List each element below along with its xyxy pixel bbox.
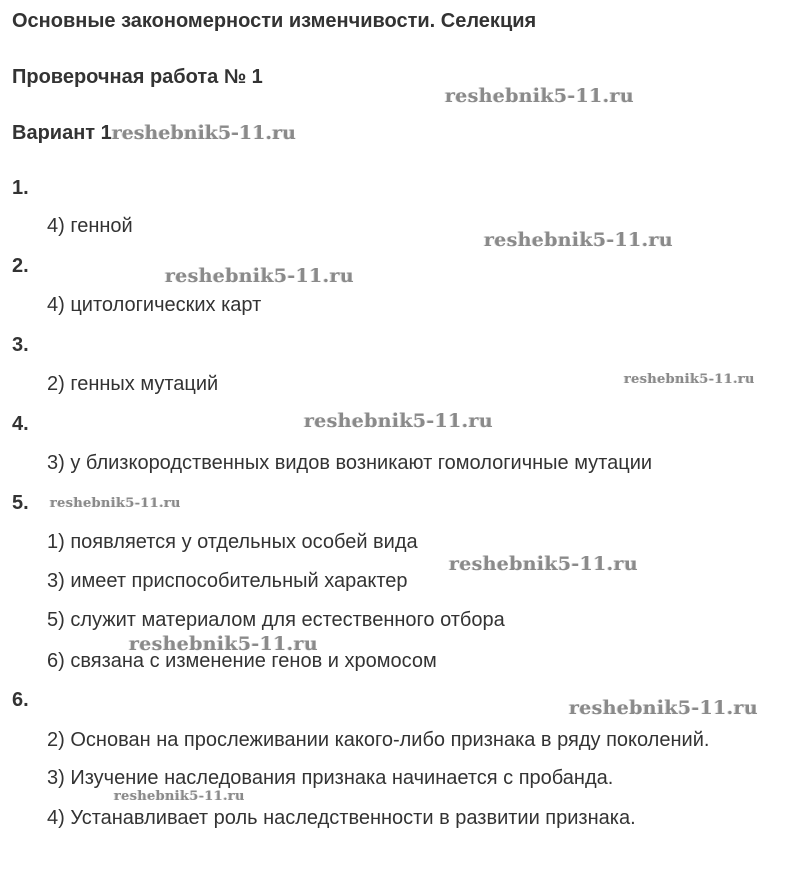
answer-6-3: 4) Устанавливает роль наследственности в развитии признака. — [47, 807, 636, 829]
watermark: reshebnik5-11.ru — [114, 789, 245, 804]
watermark: reshebnik5-11.ru — [165, 265, 354, 287]
watermark: reshebnik5-11.ru — [50, 496, 181, 511]
answer-5-3: 5) служит материалом для естественного отбора — [47, 609, 505, 631]
watermark-inline: reshebnik5-11.ru — [111, 122, 296, 144]
question-number-5: 5. — [12, 492, 29, 514]
answer-1-1: 4) генной — [47, 215, 133, 237]
answer-5-2: 3) имеет приспособительный характер — [47, 570, 408, 592]
question-number-3: 3. — [12, 334, 29, 356]
watermark: reshebnik5-11.ru — [484, 229, 673, 251]
test-subtitle: Проверочная работа № 1 — [12, 66, 263, 88]
answer-3-1: 2) генных мутаций — [47, 373, 219, 395]
question-number-6: 6. — [12, 689, 29, 711]
watermark: reshebnik5-11.ru — [624, 372, 755, 387]
question-number-1: 1. — [12, 177, 29, 199]
question-number-2: 2. — [12, 255, 29, 277]
answer-6-2: 3) Изучение наследования признака начинается с пробанда. — [47, 767, 614, 789]
variant-label: Вариант 1 — [12, 122, 112, 144]
question-number-4: 4. — [12, 413, 29, 435]
answer-4-1: 3) у близкородственных видов возникают гомологичные мутации — [47, 452, 653, 474]
watermark: reshebnik5-11.ru — [569, 697, 758, 719]
watermark: reshebnik5-11.ru — [129, 633, 318, 655]
watermark: reshebnik5-11.ru — [449, 553, 638, 575]
watermark: reshebnik5-11.ru — [445, 85, 634, 107]
page-title: Основные закономерности изменчивости. Селекция — [12, 10, 537, 32]
answer-5-4: 6) связана с изменение генов и хромосом — [47, 650, 437, 672]
variant-heading — [12, 122, 296, 145]
answer-5-1: 1) появляется у отдельных особей вида — [47, 531, 418, 553]
answer-6-1: 2) Основан на прослеживании какого-либо признака в ряду поколений. — [47, 729, 710, 751]
watermark: reshebnik5-11.ru — [304, 410, 493, 432]
answer-2-1: 4) цитологических карт — [47, 294, 262, 316]
